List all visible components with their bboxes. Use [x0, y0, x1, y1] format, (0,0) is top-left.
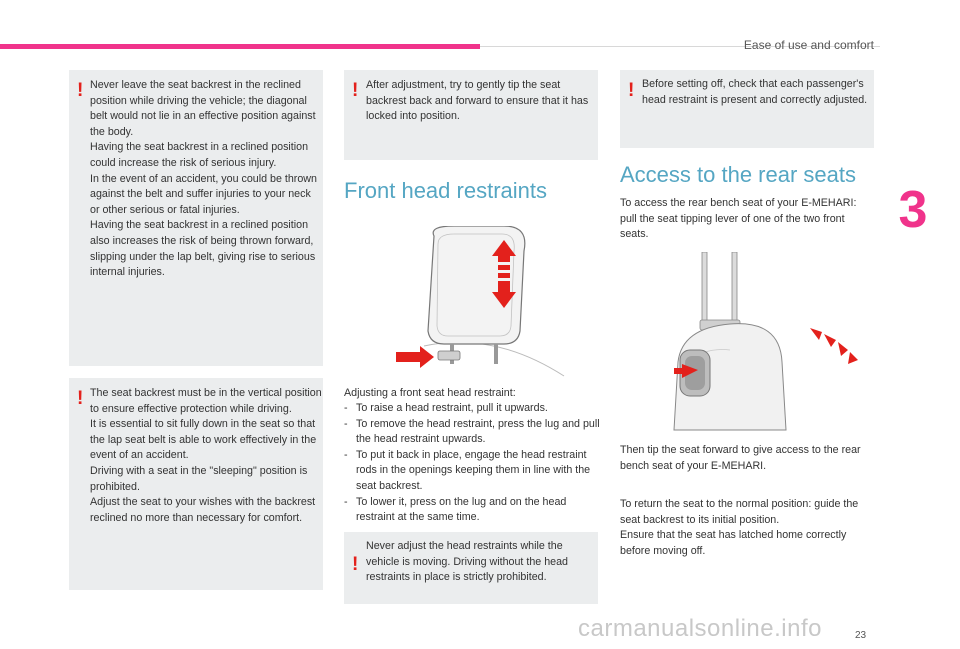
warning-text — [366, 539, 596, 586]
warning-box-passenger-check — [620, 70, 874, 148]
warning-line: Before setting off, check that each passenger's head restraint is present and correctly adjusted. — [642, 78, 868, 106]
rear-seats-para-1: To access the rear bench seat of your E-MEHARI: pull the seat tipping lever of one of the two front seats. — [620, 197, 857, 241]
section-title: Ease of use and comfort — [743, 38, 874, 52]
head-restraint-rod — [494, 344, 498, 364]
warning-icon: ! — [77, 80, 84, 101]
warning-icon: ! — [628, 80, 635, 101]
heading-front-head-restraints: Front head restraints — [344, 178, 547, 203]
head-restraint-rod — [732, 252, 737, 322]
list-item: - To lower it, press on the lug and on the head restraint at the same time. — [344, 495, 600, 526]
warning-line: In the event of an accident, you could be thrown against the belt and suffer injuries to your neck or other serious or fatal injuries. — [90, 172, 317, 216]
warning-icon: ! — [352, 80, 359, 101]
seat-tipping-lever-illustration — [670, 252, 865, 432]
header-accent-bar — [0, 44, 480, 49]
tip-forward-arrow-icon — [810, 328, 858, 364]
rear-seats-para-3 — [620, 497, 872, 559]
warning-line: The seat backrest must be in the vertical position to ensure effective protection while driving. — [90, 387, 322, 415]
watermark: carmanualsonline.info — [578, 615, 822, 642]
warning-line: After adjustment, try to gently tip the seat backrest back and forward to ensure that it has locked into position. — [366, 79, 589, 123]
adjust-steps-list — [344, 401, 600, 526]
warning-line: It is essential to sit fully down in the seat so that the lap seat belt is able to work effectively in the event of an accident. — [90, 418, 317, 462]
adjustment-lug — [438, 351, 460, 360]
warning-box-tip-check — [344, 70, 598, 160]
warning-line: Adjust the seat to your wishes with the backrest reclined no more than necessary for comfort. — [90, 496, 316, 524]
head-restraint-rod — [702, 252, 707, 322]
head-restraint-illustration — [394, 226, 574, 384]
list-item: - To put it back in place, engage the head restraint rods in the openings keeping them in line with the seat backrest. — [344, 448, 600, 495]
chapter-number: 3 — [898, 181, 928, 239]
rear-seats-line: To return the seat to the normal position: guide the seat backrest to its initial position. — [620, 498, 859, 526]
heading-access-rear-seats: Access to the rear seats — [620, 162, 856, 187]
page-number: 23 — [855, 630, 867, 641]
adjust-intro: Adjusting a front seat head restraint: — [344, 387, 516, 399]
press-lug-arrow-icon — [396, 346, 434, 368]
warning-line: Driving with a seat in the "sleeping" position is prohibited. — [90, 464, 308, 493]
list-item: - To remove the head restraint, press the lug and pull the head restraint upwards. — [344, 417, 600, 448]
warning-box-backrest-recline — [69, 70, 323, 366]
warning-text — [90, 386, 322, 526]
rear-seats-para-2: Then tip the seat forward to give access to the rear bench seat of your E-MEHARI. — [620, 444, 861, 472]
warning-box-backrest-vertical — [69, 378, 323, 590]
warning-line: Never adjust the head restraints while the vehicle is moving. Driving without the head restraints in place is strictly prohibited. — [366, 540, 568, 584]
warning-line: Never leave the seat backrest in the reclined position while driving the vehicle; the diagonal belt would not lie in an effective position against the body. — [90, 79, 316, 138]
warning-box-head-restraints-moving — [344, 532, 598, 604]
warning-icon: ! — [77, 388, 84, 409]
warning-text — [90, 78, 322, 281]
warning-text — [366, 78, 592, 125]
rear-seats-line: Ensure that the seat has latched home correctly before moving off. — [620, 529, 847, 557]
warning-line: Having the seat backrest in a reclined position could increase the risk of serious injury. — [90, 141, 309, 169]
warning-text — [642, 77, 868, 108]
warning-line: Having the seat backrest in a reclined position also increases the risk of being thrown forward, slipping under the lap belt, giving rise to serious internal injuries. — [90, 219, 316, 279]
list-item: - To raise a head restraint, pull it upwards. — [344, 401, 600, 417]
warning-icon: ! — [352, 554, 359, 575]
